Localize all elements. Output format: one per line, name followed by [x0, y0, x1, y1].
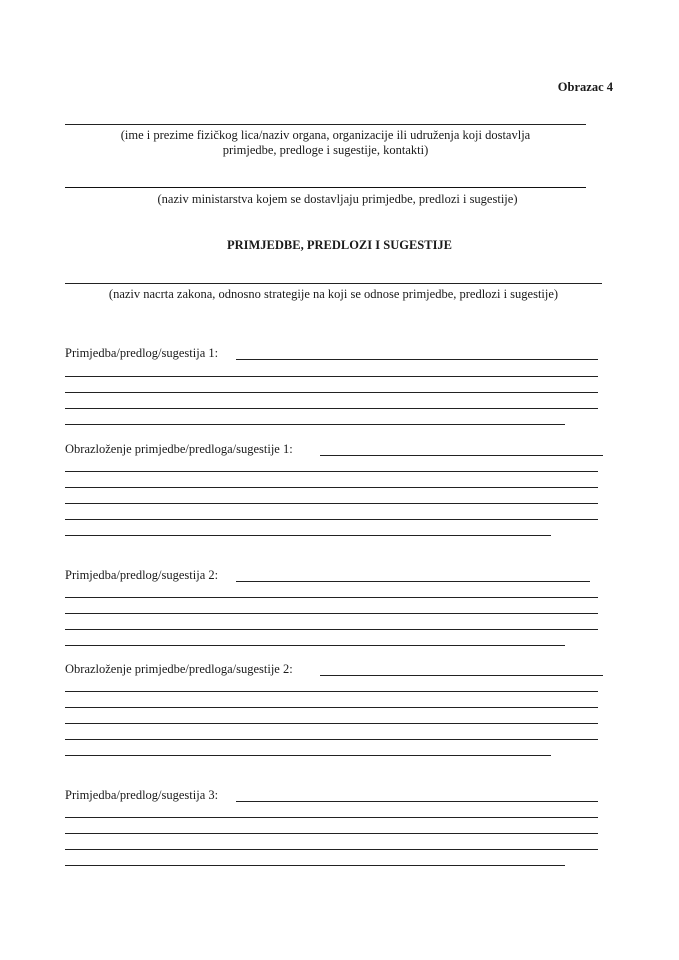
explanation-2-line[interactable] — [65, 691, 598, 692]
explanation-1-inline-line[interactable] — [320, 455, 603, 456]
comment-3-line[interactable] — [65, 833, 598, 834]
explanation-2-label: Obrazloženje primjedbe/predloga/sugestije 2: — [65, 662, 293, 676]
form-number: Obrazac 4 — [557, 80, 613, 94]
comment-2-label: Primjedba/predlog/sugestija 2: — [65, 568, 219, 582]
submitter-caption-line1: (ime i prezime fizičkog lica/naziv organa, organizacije ili udruženja koji dostavlja — [120, 128, 531, 142]
ministry-line[interactable] — [65, 187, 586, 188]
submitter-caption-line2: primjedbe, predloge i sugestije, kontakti) — [222, 143, 429, 157]
submitter-caption — [65, 128, 586, 158]
explanation-2-line[interactable] — [65, 739, 598, 740]
ministry-caption: (naziv ministarstva kojem se dostavljaju primjedbe, predlozi i sugestije) — [157, 192, 518, 206]
comment-2-line[interactable] — [65, 613, 598, 614]
comment-3-label: Primjedba/predlog/sugestija 3: — [65, 788, 219, 802]
explanation-2-line[interactable] — [65, 723, 598, 724]
comment-3-inline-line[interactable] — [236, 801, 598, 802]
submitter-line[interactable] — [65, 124, 586, 125]
explanation-2-line[interactable] — [65, 707, 598, 708]
comment-1-line[interactable] — [65, 392, 598, 393]
form-title: PRIMJEDBE, PREDLOZI I SUGESTIJE — [226, 238, 453, 252]
explanation-2-inline-line[interactable] — [320, 675, 603, 676]
comment-3-line[interactable] — [65, 817, 598, 818]
explanation-1-label: Obrazloženje primjedbe/predloga/sugestije 1: — [65, 442, 293, 456]
comment-2-inline-line[interactable] — [236, 581, 590, 582]
explanation-1-line[interactable] — [65, 471, 598, 472]
comment-2-line[interactable] — [65, 645, 565, 646]
explanation-1-line[interactable] — [65, 535, 551, 536]
comment-2-line[interactable] — [65, 597, 598, 598]
comment-3-line[interactable] — [65, 849, 598, 850]
comment-3-line[interactable] — [65, 865, 565, 866]
comment-1-label: Primjedba/predlog/sugestija 1: — [65, 346, 219, 360]
explanation-1-line[interactable] — [65, 503, 598, 504]
draft-caption: (naziv nacrta zakona, odnosno strategije na koji se odnose primjedbe, predlozi i sugestije) — [108, 287, 559, 301]
explanation-1-line[interactable] — [65, 487, 598, 488]
comment-1-line[interactable] — [65, 408, 598, 409]
draft-line[interactable] — [65, 283, 602, 284]
comment-1-line[interactable] — [65, 376, 598, 377]
comment-2-line[interactable] — [65, 629, 598, 630]
explanation-2-line[interactable] — [65, 755, 551, 756]
explanation-1-line[interactable] — [65, 519, 598, 520]
comment-1-line[interactable] — [65, 424, 565, 425]
comment-1-inline-line[interactable] — [236, 359, 598, 360]
